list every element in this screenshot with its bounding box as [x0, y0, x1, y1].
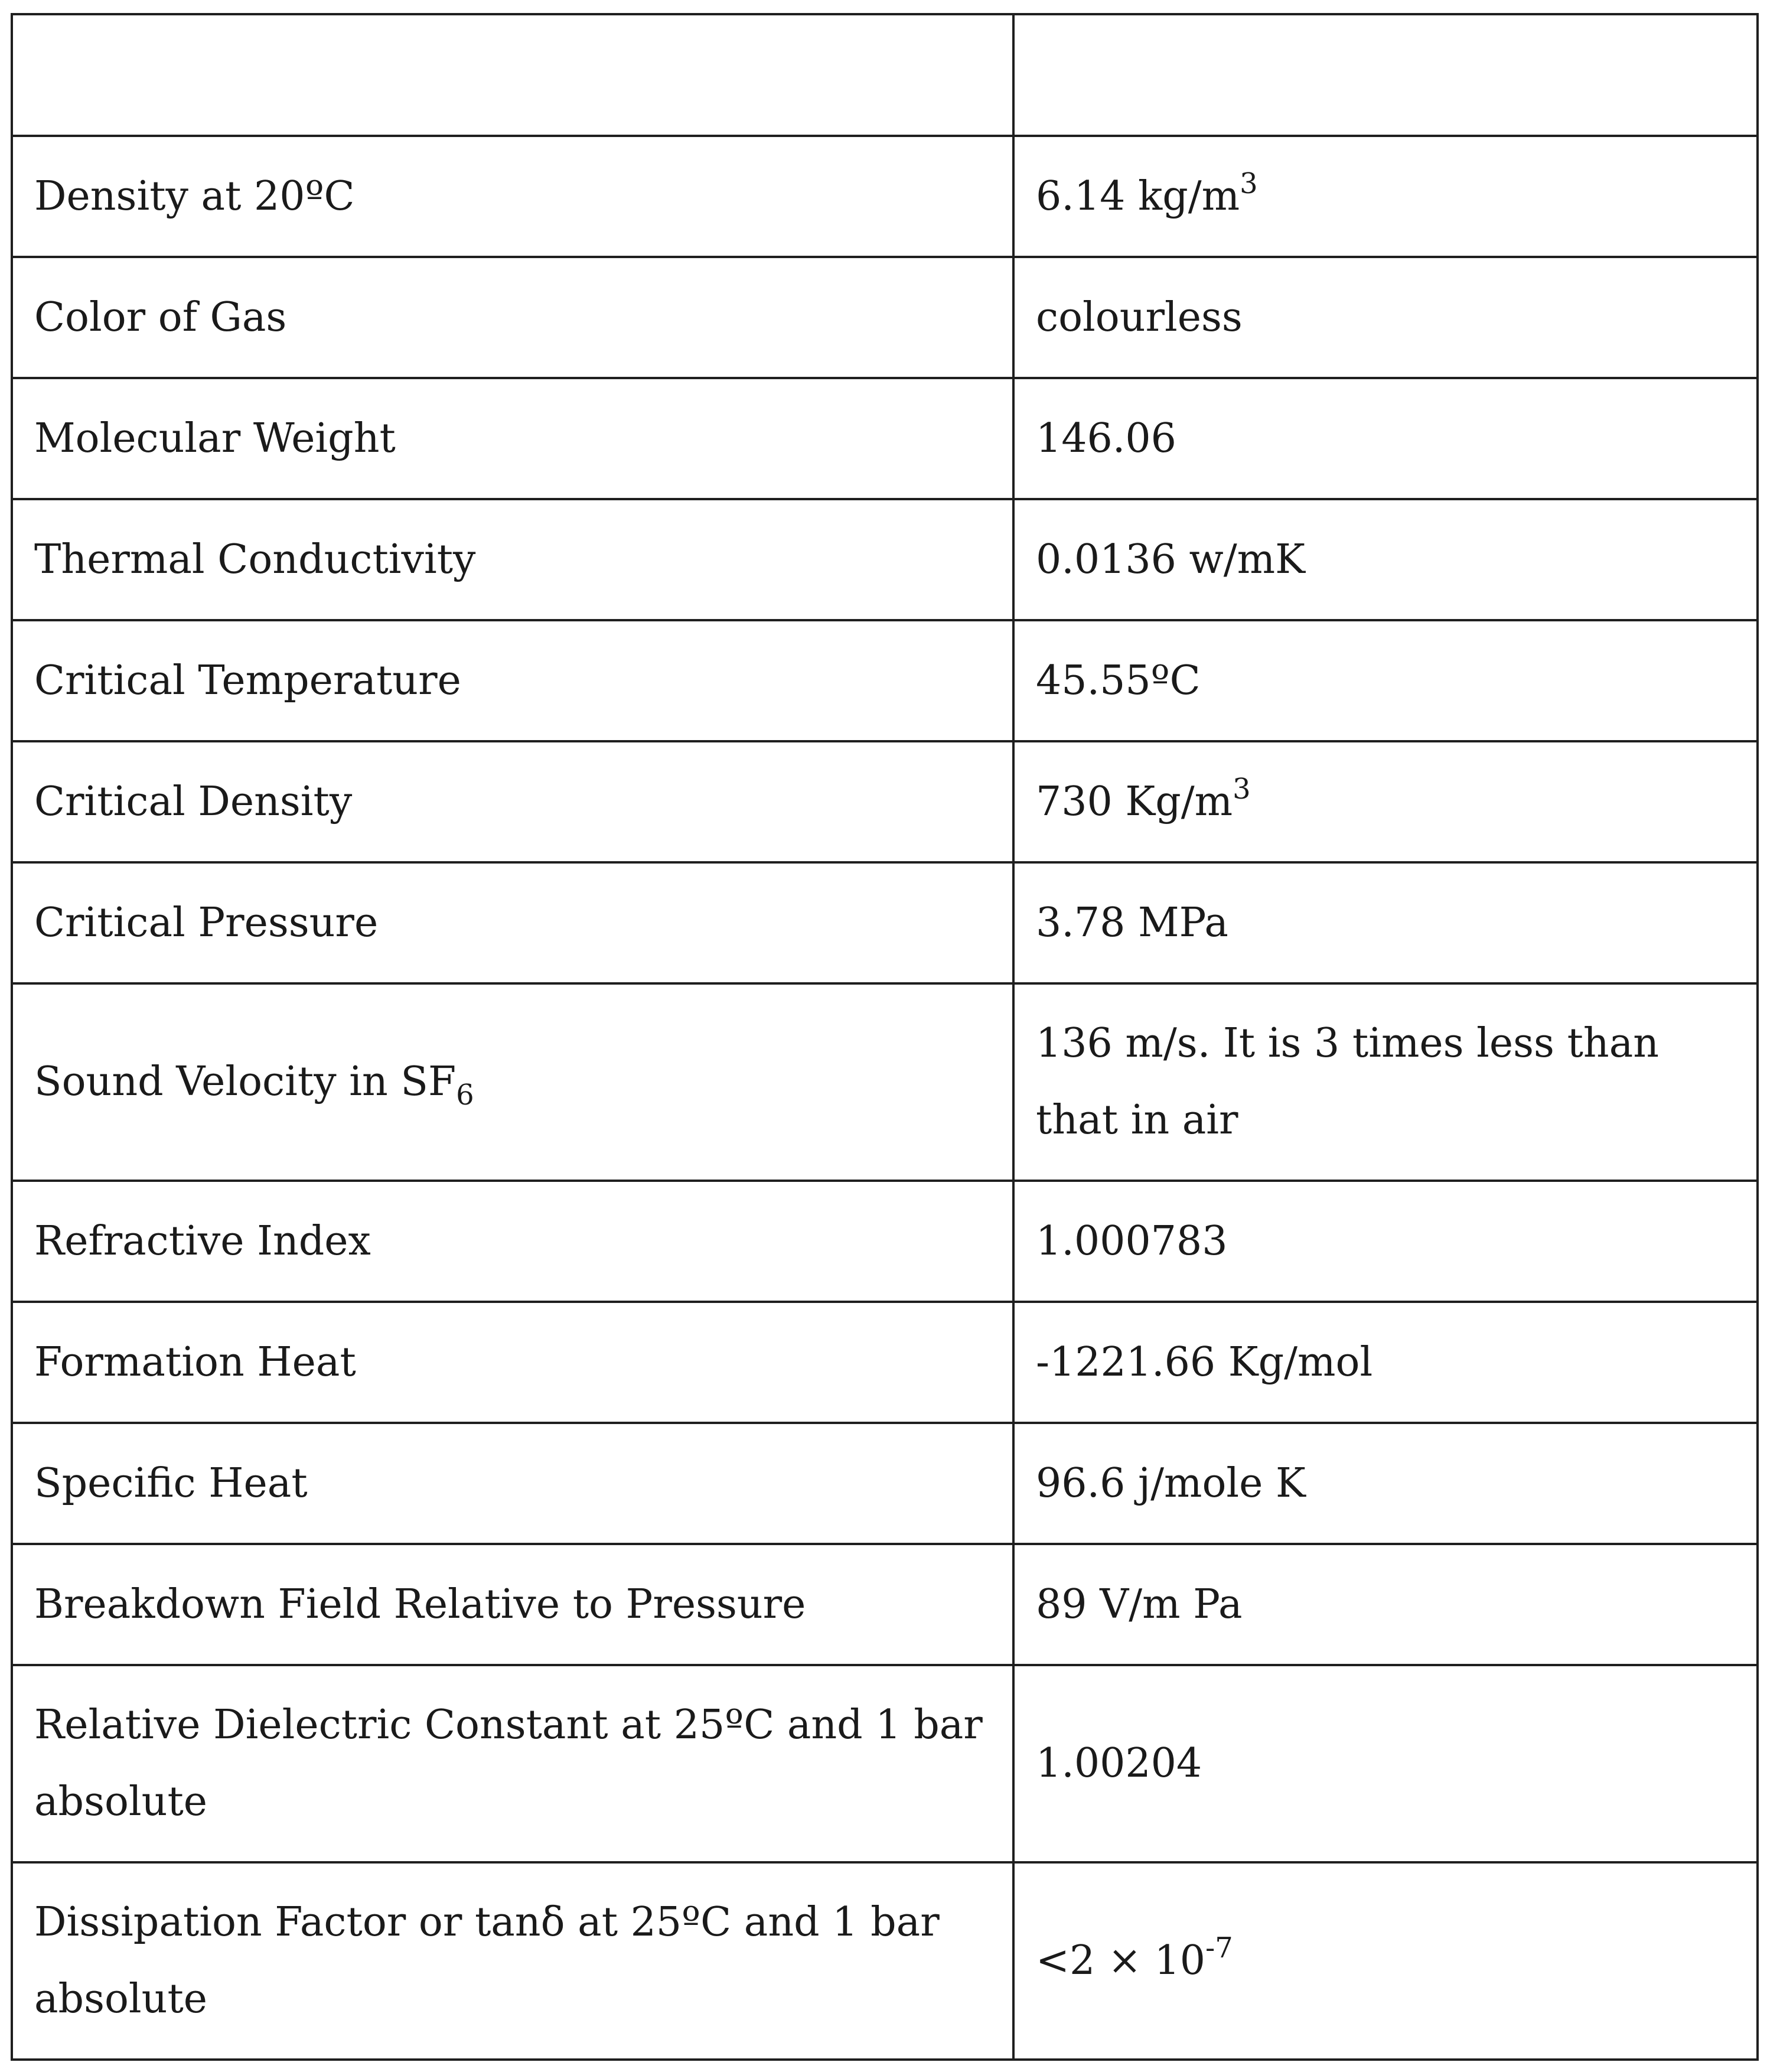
property-cell: Thermal Conductivity: [12, 499, 1013, 620]
value-superscript: -7: [1205, 1931, 1233, 1965]
property-subscript: 6: [456, 1079, 474, 1112]
property-cell: Critical Density: [12, 741, 1013, 862]
value-cell: [1013, 136, 1758, 257]
table-row: [12, 1544, 1758, 1665]
value-superscript: 3: [1240, 167, 1258, 200]
table-row: [12, 741, 1758, 862]
value-cell: 146.06: [1013, 378, 1758, 499]
value-cell: 45.55ºC: [1013, 620, 1758, 741]
table-header-row: [12, 14, 1758, 136]
value-text: 6.14 kg/m: [1036, 172, 1240, 220]
table-row: [12, 862, 1758, 983]
property-cell: Color of Gas: [12, 257, 1013, 378]
property-cell: Density at 20ºC: [12, 136, 1013, 257]
property-cell: Specific Heat: [12, 1423, 1013, 1544]
value-cell: 3.78 MPa: [1013, 862, 1758, 983]
property-cell: Molecular Weight: [12, 378, 1013, 499]
property-cell: [12, 983, 1013, 1181]
table-row: [12, 378, 1758, 499]
table-row: [12, 983, 1758, 1181]
value-cell: [1013, 741, 1758, 862]
table-row: [12, 499, 1758, 620]
table-row: [12, 1181, 1758, 1302]
value-cell: -1221.66 Kg/mol: [1013, 1302, 1758, 1423]
property-cell: Dissipation Factor or tanδ at 25ºC and 1 bar absolute: [12, 1862, 1013, 2060]
properties-table: [11, 13, 1759, 2061]
table-row: [12, 257, 1758, 378]
property-cell: Breakdown Field Relative to Pressure: [12, 1544, 1013, 1665]
value-cell: 89 V/m Pa: [1013, 1544, 1758, 1665]
table-row: [12, 1302, 1758, 1423]
value-cell: 1.00204: [1013, 1665, 1758, 1862]
value-cell: colourless: [1013, 257, 1758, 378]
property-cell: Refractive Index: [12, 1181, 1013, 1302]
value-cell: 136 m/s. It is 3 times less than that in air: [1013, 983, 1758, 1181]
table-row: [12, 136, 1758, 257]
value-superscript: 3: [1233, 772, 1251, 806]
header-cell-value: [1013, 14, 1758, 136]
value-text: <2 × 10: [1036, 1937, 1205, 1984]
property-cell: Relative Dielectric Constant at 25ºC and 1 bar absolute: [12, 1665, 1013, 1862]
value-cell: 0.0136 w/mK: [1013, 499, 1758, 620]
value-cell: [1013, 1862, 1758, 2060]
value-cell: 96.6 j/mole K: [1013, 1423, 1758, 1544]
value-text: 730 Kg/m: [1036, 778, 1233, 825]
property-text: Sound Velocity in SF: [34, 1058, 457, 1105]
property-cell: Critical Pressure: [12, 862, 1013, 983]
table-row: [12, 1862, 1758, 2060]
property-cell: Formation Heat: [12, 1302, 1013, 1423]
header-cell-property: [12, 14, 1013, 136]
property-cell: Critical Temperature: [12, 620, 1013, 741]
table-row: [12, 1665, 1758, 1862]
table-row: [12, 620, 1758, 741]
table-row: [12, 1423, 1758, 1544]
value-cell: 1.000783: [1013, 1181, 1758, 1302]
